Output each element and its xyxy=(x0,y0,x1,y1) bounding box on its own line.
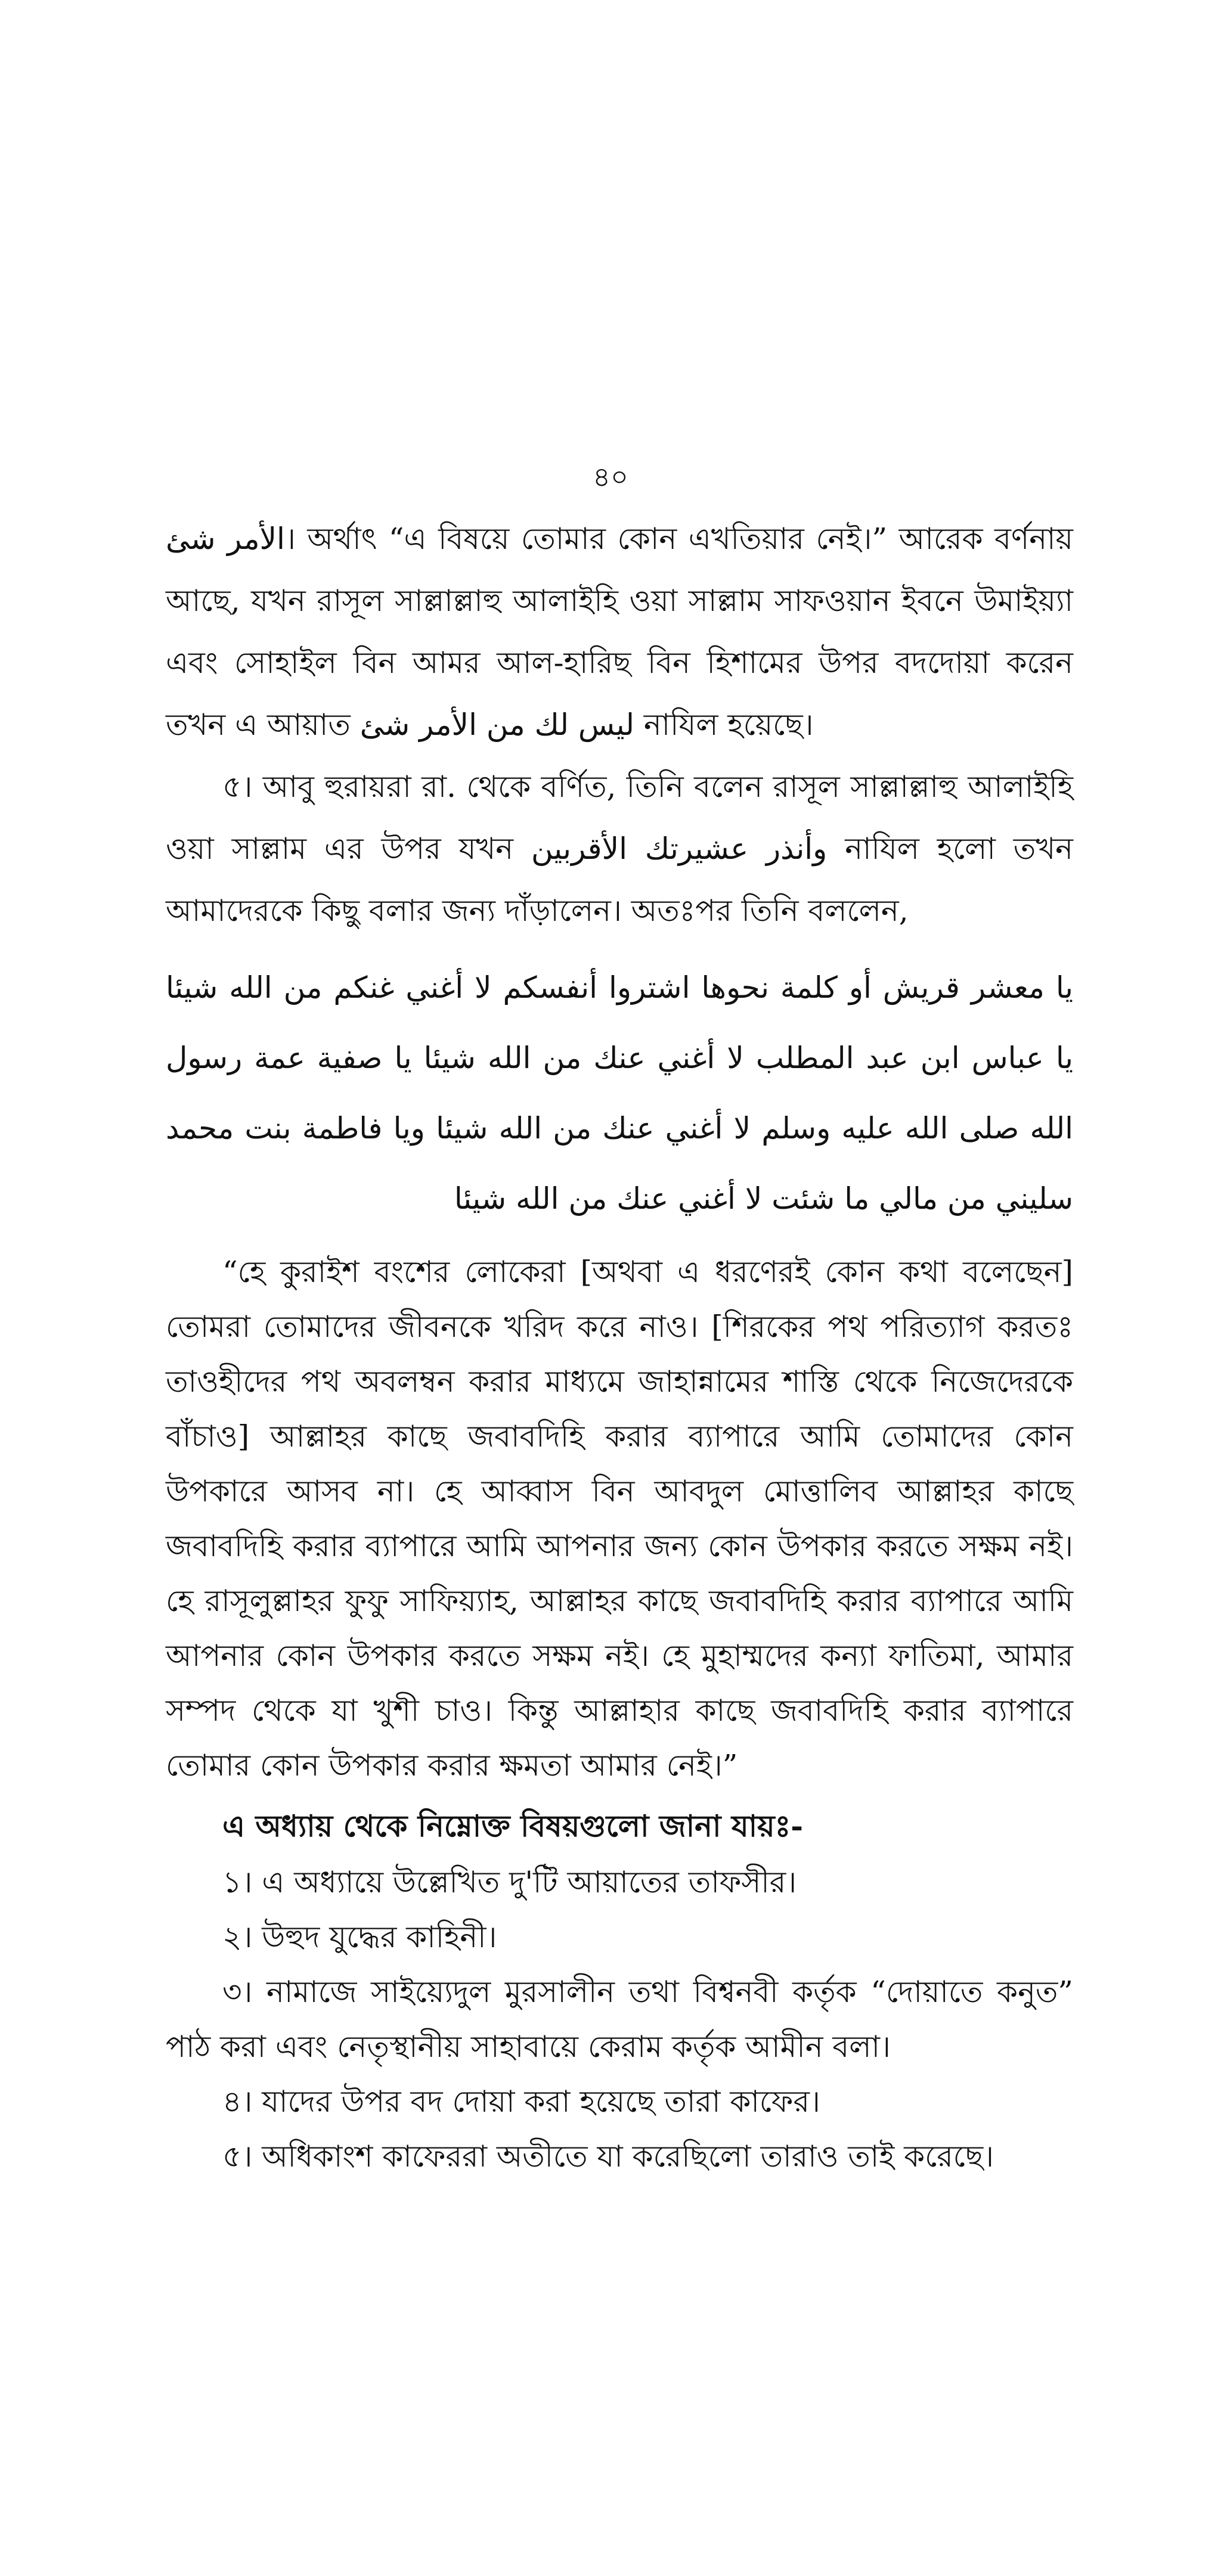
paragraph-context xyxy=(166,508,1073,756)
page-number: ৪০ xyxy=(593,461,628,493)
lessons-heading: এ অধ্যায় থেকে নিম্নোক্ত বিষয়গুলো জানা যায়ঃ- xyxy=(222,1808,804,1843)
paragraph-text: ৫। আবু হুরায়রা রা. থেকে বর্ণিত, তিনি বলেন রাসূল সাল্লাল্লাহু আলাইহি ওয়া সাল্লাম এর উপর যখন xyxy=(166,769,1073,866)
arabic-verse-quote: وأنذر عشيرتك الأقربين xyxy=(531,831,828,866)
hadith-translation: “হে কুরাইশ বংশের লোকেরা [অথবা এ ধরণেরই কোন কথা বলেছেন] তোমরা তোমাদের জীবনকে খরিদ করে নাও। [শিরকের পথ পরিত্যাগ করতঃ তাওহীদের পথ অবলম্বন করার মাধ্যমে জাহান্নামের শাস্তি থেকে নিজেদেরকে বাঁচাও] আল্লাহর কাছে জবাবদিহি করার ব্যাপারে আমি তোমাদের কোন উপকারে আসব না। হে আব্বাস বিন আবদুল মোত্তালিব আল্লাহর কাছে জবাবদিহি করার ব্যাপারে আমি আপনার জন্য কোন উপকার করতে সক্ষম নই। হে রাসূলুল্লাহর ফুফু সাফিয়্যাহ, আল্লাহর কাছে জবাবদিহি করার ব্যাপারে আমি আপনার কোন উপকার করতে সক্ষম নই। হে মুহাম্মদের কন্যা ফাতিমা, আমার সম্পদ থেকে যা খুশী চাও। কিন্তু আল্লাহার কাছে জবাবদিহি করার ব্যাপারে তোমার কোন উপকার করার ক্ষমতা আমার নেই।” xyxy=(166,1255,1073,1783)
arabic-verse-quote: ليس لك من الأمر شئ xyxy=(360,707,634,742)
hadith-arabic-text: يا معشر قريش أو كلمة نحوها اشتروا أنفسكم لا أغني غنكم من الله شيئا يا عباس ابن عبد المطلب لا أغني عنك من الله شيئا يا صفية عمة رسول الله صلى الله عليه وسلم لا أغني عنك من الله شيئا ويا فاطمة بنت محمد سليني من مالي ما شئت لا أغني عنك من الله شيئا xyxy=(166,970,1073,1216)
paragraph-hadith-intro xyxy=(166,756,1073,942)
paragraph-text-end: নাযিল হয়েছে। xyxy=(634,707,814,742)
lesson-item: ১। এ অধ্যায়ে উল্লেখিত দু'টি আয়াতের তাফসীর। xyxy=(222,1865,797,1900)
lesson-item: ৩। নামাজে সাইয়্যেদুল মুরসালীন তথা বিশ্বনবী কর্তৃক “দোয়াতে কনুত” পাঠ করা এবং নেতৃস্থানীয় সাহাবায়ে কেরাম কর্তৃক আমীন বলা। xyxy=(166,1975,1073,2064)
lesson-item: ৪। যাদের উপর বদ দোয়া করা হয়েছে তারা কাফের। xyxy=(222,2084,820,2119)
page-body xyxy=(166,508,1073,2184)
lesson-item: ৫। অধিকাংশ কাফেররা অতীতে যা করেছিলো তারাও তাই করেছে। xyxy=(222,2139,994,2174)
arabic-phrase-lead: الأمر شئ xyxy=(166,522,285,556)
paragraph-text-end: নাযিল হলো তখন আমাদেরকে কিছু বলার জন্য দাঁড়ালেন। অতঃপর তিনি বললেন, xyxy=(166,831,1074,928)
paragraph-text: । অর্থাৎ “এ বিষয়ে তোমার কোন এখতিয়ার নেই।” আরেক বর্ণনায় আছে, যখন রাসূল সাল্লাল্লাহু আলাইহি ওয়া সাল্লাম সাফওয়ান ইবনে উমাইয়্যা এবং সোহাইল বিন আমর আল-হারিছ বিন হিশামের উপর বদদোয়া করেন তখন এ আয়াত xyxy=(166,522,1073,742)
lesson-item: ২। উহুদ যুদ্ধের কাহিনী। xyxy=(222,1920,497,1954)
